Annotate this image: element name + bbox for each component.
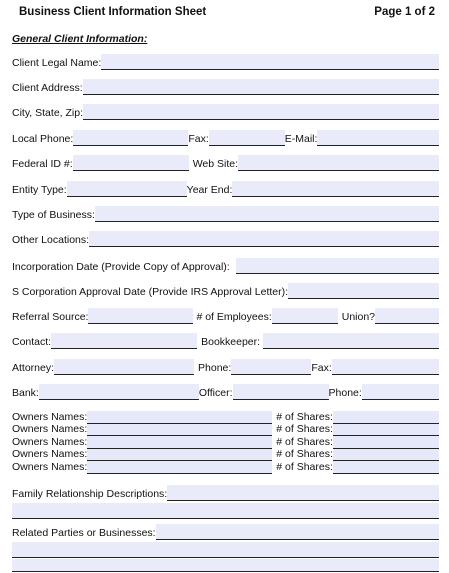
attorney-fax-label: Fax:: [311, 362, 332, 374]
bank-phone-field[interactable]: [362, 384, 439, 400]
num-shares-field[interactable]: [333, 411, 439, 424]
num-shares-label: # of Shares:: [276, 448, 333, 460]
family-relationship-field[interactable]: [167, 485, 439, 501]
referral-source-row: [12, 308, 439, 324]
family-relationship-row: [12, 485, 439, 501]
year-end-label: Year End:: [186, 184, 233, 196]
federal-id-row: [12, 155, 439, 171]
city-state-zip-label: City, State, Zip:: [12, 107, 83, 119]
attorney-fax-field[interactable]: [332, 359, 439, 375]
attorney-phone-field[interactable]: [231, 359, 311, 375]
bank-row: [12, 384, 439, 400]
bank-field[interactable]: [39, 384, 199, 400]
num-shares-field[interactable]: [333, 449, 439, 462]
client-legal-name-label: Client Legal Name:: [12, 57, 102, 69]
type-of-business-row: [12, 206, 439, 222]
num-employees-label: # of Employees:: [196, 311, 272, 323]
client-address-label: Client Address:: [12, 82, 83, 94]
attorney-field[interactable]: [54, 359, 194, 375]
attorney-label: Attorney:: [12, 362, 55, 374]
related-parties-field[interactable]: [156, 524, 439, 540]
owners-names-label: Owners Names:: [12, 435, 88, 448]
num-shares-field[interactable]: [333, 436, 439, 449]
attorney-phone-label: Phone:: [198, 362, 232, 374]
type-of-business-label: Type of Business:: [12, 209, 95, 221]
other-locations-row: [12, 231, 439, 247]
web-site-field[interactable]: [238, 155, 439, 171]
web-site-label: Web Site:: [192, 158, 239, 170]
contact-label: Contact:: [12, 336, 52, 348]
owner-row: [12, 411, 439, 424]
client-legal-name-field[interactable]: [101, 54, 439, 70]
entity-type-label: Entity Type:: [12, 184, 67, 196]
fax-field[interactable]: [209, 130, 285, 146]
num-shares-label: # of Shares:: [276, 410, 333, 423]
owner-row: [12, 461, 439, 474]
contact-row: [12, 333, 439, 349]
owners-names-field[interactable]: [87, 411, 272, 424]
email-label: E-Mail:: [284, 133, 318, 145]
attorney-row: [12, 359, 439, 375]
owners-names-field[interactable]: [87, 436, 272, 449]
referral-source-label: Referral Source:: [12, 311, 89, 323]
year-end-field[interactable]: [232, 181, 439, 197]
email-field[interactable]: [317, 130, 439, 146]
type-of-business-field[interactable]: [95, 206, 439, 222]
client-address-field[interactable]: [83, 79, 439, 95]
family-relationship-label: Family Relationship Descriptions:: [12, 488, 168, 500]
s-corp-approval-label: S Corporation Approval Date (Provide IRS Approval Letter):: [12, 286, 289, 298]
num-shares-label: # of Shares:: [276, 460, 333, 473]
related-parties-label: Related Parties or Businesses:: [12, 527, 156, 539]
city-state-zip-field[interactable]: [83, 104, 439, 120]
owners-names-label: Owners Names:: [12, 448, 88, 460]
s-corp-approval-field[interactable]: [288, 283, 439, 299]
client-legal-name-row: [12, 54, 439, 70]
referral-source-field[interactable]: [88, 308, 193, 324]
section-title: General Client Information:: [12, 33, 148, 45]
owners-names-label: Owners Names:: [12, 460, 88, 473]
entity-type-field[interactable]: [67, 181, 187, 197]
owners-names-field[interactable]: [87, 461, 272, 474]
bookkeeper-field[interactable]: [263, 333, 439, 349]
entity-type-row: [12, 181, 439, 197]
incorporation-date-label: Incorporation Date (Provide Copy of Approval):: [12, 261, 230, 273]
num-shares-field[interactable]: [333, 424, 439, 437]
incorporation-date-row: [12, 258, 439, 274]
local-phone-label: Local Phone:: [12, 133, 74, 145]
num-shares-label: # of Shares:: [276, 423, 333, 435]
owner-row: [12, 424, 439, 437]
related-parties-field-line[interactable]: [12, 559, 439, 572]
federal-id-label: Federal ID #:: [12, 158, 73, 170]
family-relationship-field-line[interactable]: [12, 503, 439, 519]
page-title: Business Client Information Sheet: [19, 6, 207, 18]
owners-names-field[interactable]: [87, 424, 272, 437]
other-locations-label: Other Locations:: [12, 234, 90, 246]
page-number: Page 1 of 2: [374, 6, 435, 18]
officer-field[interactable]: [233, 384, 329, 400]
owner-row: [12, 449, 439, 462]
s-corp-approval-row: [12, 283, 439, 299]
city-state-zip-row: [12, 104, 439, 120]
bank-phone-label: Phone:: [328, 387, 362, 399]
client-address-row: [12, 79, 439, 95]
related-parties-row: [12, 524, 439, 540]
related-parties-field-line[interactable]: [12, 542, 439, 558]
num-shares-label: # of Shares:: [276, 435, 333, 448]
federal-id-field[interactable]: [73, 155, 189, 171]
local-phone-field[interactable]: [73, 130, 188, 146]
bookkeeper-label: Bookkeeper:: [201, 336, 261, 348]
num-shares-field[interactable]: [333, 461, 439, 474]
phone-fax-email-row: [12, 130, 439, 146]
other-locations-field[interactable]: [89, 231, 439, 247]
bank-label: Bank:: [12, 387, 39, 399]
owner-row: [12, 436, 439, 449]
owners-names-label: Owners Names:: [12, 423, 88, 435]
num-employees-field[interactable]: [272, 308, 338, 324]
contact-field[interactable]: [51, 333, 197, 349]
owners-names-field[interactable]: [87, 449, 272, 462]
officer-label: Officer:: [198, 387, 233, 399]
union-label: Union?: [341, 311, 376, 323]
owners-names-label: Owners Names:: [12, 410, 88, 423]
incorporation-date-field[interactable]: [236, 258, 439, 274]
union-field[interactable]: [375, 308, 439, 324]
fax-label: Fax:: [188, 133, 209, 145]
